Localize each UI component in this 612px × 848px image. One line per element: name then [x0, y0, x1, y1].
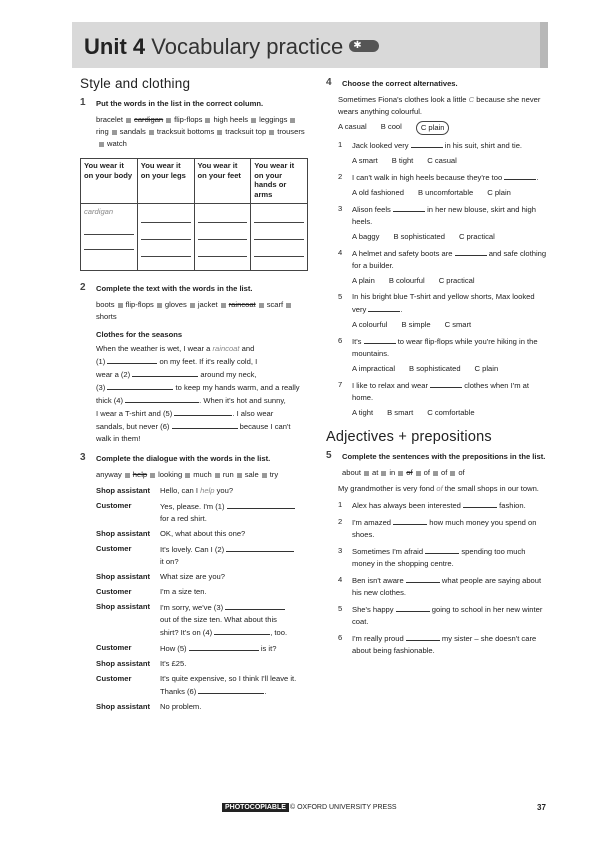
- question-item: 3 Sometimes I'm afraid spending too much money in the shopping centre.: [338, 546, 526, 568]
- answer-blank[interactable]: [225, 601, 285, 610]
- answer-blank[interactable]: [189, 642, 259, 651]
- answer-line[interactable]: [198, 227, 248, 240]
- word-list: [96, 299, 308, 323]
- question-item: 2 I'm amazed how much money you spend on shoes.: [338, 517, 537, 539]
- word-list-item: at: [372, 468, 379, 477]
- answer-blank[interactable]: [393, 516, 427, 525]
- dialogue-line: Shop assistant I'm sorry, we've (3) out of the size ten. What about this shirt? It's on (4) , too.: [96, 602, 288, 637]
- answer-option[interactable]: C practical: [458, 232, 495, 241]
- bullet-square: [381, 471, 386, 476]
- answer-blank[interactable]: [132, 368, 198, 377]
- left-column: [80, 78, 308, 716]
- dialogue-line: Customer How (5) is it?: [96, 643, 277, 653]
- answer-blank[interactable]: [364, 335, 396, 344]
- answer-blank[interactable]: [107, 355, 157, 364]
- word-list-item: tracksuit bottoms: [156, 127, 215, 136]
- answer-option[interactable]: B tight: [391, 156, 414, 165]
- answer-option[interactable]: B smart: [387, 408, 414, 417]
- star-icon: ✱: [349, 40, 379, 52]
- bullet-square: [118, 303, 123, 308]
- exercise-4-questions: [326, 139, 550, 419]
- table-header: You wear it on your feet: [194, 159, 251, 204]
- bullet-square: [126, 118, 131, 123]
- word-list-item: boots: [96, 300, 115, 309]
- question-item: 3 Alison feels in her new blouse, skirt and high heels.: [338, 204, 536, 226]
- answer-line[interactable]: [198, 210, 248, 223]
- word-list-item: raincoat: [228, 300, 256, 309]
- word-list-item: looking: [158, 470, 183, 479]
- word-list-item: flip-flops: [125, 300, 154, 309]
- answer-option[interactable]: A smart: [352, 156, 378, 165]
- answer-blank[interactable]: [504, 171, 536, 180]
- answer-options: [352, 407, 550, 419]
- exercise-5-questions: [326, 499, 550, 657]
- answer-blank[interactable]: [406, 574, 440, 583]
- answer-options: [352, 275, 550, 287]
- answer-blank[interactable]: [107, 381, 173, 390]
- answer-blank[interactable]: [172, 420, 238, 429]
- bullet-square: [112, 130, 117, 135]
- answer-line[interactable]: [141, 244, 191, 257]
- answer-blank[interactable]: [174, 407, 232, 416]
- bullet-square: [221, 303, 226, 308]
- example-sentence: Sometimes Fiona's clothes look a little C because she never wears anything colourful.: [338, 95, 541, 116]
- answer-options: [352, 319, 550, 331]
- dialogue-line: Customer I'm a size ten.: [96, 587, 207, 596]
- answer-option[interactable]: C smart: [444, 320, 472, 329]
- answer-blank[interactable]: [214, 626, 270, 635]
- bullet-square: [286, 303, 291, 308]
- table-cell[interactable]: [251, 204, 308, 271]
- example-sentence: My grandmother is very fond of the small shops in our town.: [338, 484, 539, 493]
- table-cell[interactable]: [137, 204, 194, 271]
- answer-line[interactable]: [84, 222, 134, 235]
- answer-line[interactable]: [198, 244, 248, 257]
- question-item: 7 I like to relax and wear clothes when I'm at home.: [338, 380, 529, 402]
- question-item: 6 I'm really proud my sister – she doesn't care about being fashionable.: [338, 633, 537, 655]
- right-column: [326, 78, 550, 657]
- word-list-item: flip-flops: [174, 115, 203, 124]
- answer-options: [352, 187, 550, 199]
- word-list-item: ring: [96, 127, 109, 136]
- question-item: 5 In his bright blue T-shirt and yellow shorts, Max looked very .: [338, 292, 535, 314]
- example-answer: cardigan: [84, 207, 114, 216]
- answer-blank[interactable]: [411, 139, 443, 148]
- word-list-item: sandals: [119, 127, 146, 136]
- word-list-item: leggings: [259, 115, 288, 124]
- answer-blank[interactable]: [227, 500, 295, 509]
- answer-option[interactable]: B sophisticated: [393, 232, 445, 241]
- answer-line[interactable]: [254, 227, 304, 240]
- answer-option[interactable]: A colourful: [352, 320, 388, 329]
- dialogue-line: Customer It's lovely. Can I (2) it on?: [96, 543, 308, 568]
- bullet-square: [450, 471, 455, 476]
- word-list: [96, 114, 308, 150]
- word-list-item: watch: [107, 139, 127, 148]
- word-list-item: anyway: [96, 470, 122, 479]
- bullet-square: [237, 473, 242, 478]
- question-item: 2 I can't walk in high heels because they're too .: [338, 172, 539, 182]
- answer-blank[interactable]: [455, 247, 487, 256]
- example-options: A casual B cool C plain: [338, 121, 550, 135]
- gap-text: When the weather is wet, I wear a raincoat and (1) on my feet. If it's really cold, I wear a (2) around my neck, (3) to keep my hands warm, and a really thick (4) . When it's hot and sunny, I wear a T-shirt and (5) . I also wear sandals, but never (6) because I can't walk in them!: [96, 344, 300, 443]
- bullet-square: [251, 118, 256, 123]
- bullet-square: [157, 303, 162, 308]
- answer-option[interactable]: B sophisticated: [409, 364, 461, 373]
- word-list-item: sale: [244, 470, 259, 479]
- table-header: You wear it on your legs: [137, 159, 194, 204]
- dialogue-line: Shop assistant What size are you?: [96, 572, 225, 581]
- bullet-square: [205, 118, 210, 123]
- bullet-square: [416, 471, 421, 476]
- bullet-square: [217, 130, 222, 135]
- answer-options: [352, 231, 550, 243]
- word-list-item: of: [458, 468, 465, 477]
- dialogue-line: Shop assistant No problem.: [96, 702, 202, 711]
- answer-option[interactable]: C comfortable: [427, 408, 475, 417]
- clothing-table: [80, 158, 308, 271]
- answer-blank[interactable]: [226, 543, 294, 552]
- dialogue: [96, 485, 308, 713]
- table-header: You wear it on your hands or arms: [251, 159, 308, 204]
- answer-option[interactable]: A baggy: [352, 232, 380, 241]
- bullet-square: [398, 471, 403, 476]
- bullet-square: [433, 471, 438, 476]
- word-list: [96, 469, 308, 481]
- word-list-item: high heels: [213, 115, 249, 124]
- answer-blank[interactable]: [198, 685, 264, 694]
- bullet-square: [185, 473, 190, 478]
- answer-blank[interactable]: [396, 603, 430, 612]
- word-list-item: of: [423, 468, 430, 477]
- answer-blank[interactable]: [368, 303, 400, 312]
- answer-blank[interactable]: [430, 379, 462, 388]
- dialogue-line: Shop assistant Hello, can I help you?: [96, 486, 234, 495]
- header-corner: [540, 22, 548, 68]
- exercise-4-instruction: 4 Choose the correct alternatives.: [326, 77, 458, 88]
- table-cell[interactable]: [81, 204, 138, 271]
- word-list-item: about: [342, 468, 362, 477]
- answer-option[interactable]: C plain: [487, 188, 511, 197]
- exercise-2-instruction: 2 Complete the text with the words in the list.: [80, 282, 253, 293]
- page-number: 37: [537, 803, 546, 812]
- dialogue-line: Shop assistant It's £25.: [96, 659, 187, 668]
- word-list-item: in: [389, 468, 396, 477]
- bullet-square: [150, 473, 155, 478]
- answer-option[interactable]: A old fashioned: [352, 188, 404, 197]
- exercise-1-instruction: 1 Put the words in the list in the correct column.: [80, 97, 264, 108]
- bullet-square: [149, 130, 154, 135]
- word-list-item: jacket: [197, 300, 218, 309]
- word-list-item: bracelet: [96, 115, 124, 124]
- bullet-square: [269, 130, 274, 135]
- publisher: © OXFORD UNIVERSITY PRESS: [290, 804, 397, 811]
- answer-line[interactable]: [141, 227, 191, 240]
- question-item: 5 She's happy going to school in her new winter coat.: [338, 604, 543, 626]
- answer-blank[interactable]: [125, 394, 199, 403]
- answer-line[interactable]: [84, 237, 134, 250]
- question-item: 1 Jack looked very in his suit, shirt and tie.: [338, 140, 523, 150]
- bullet-square: [125, 473, 130, 478]
- answer-blank[interactable]: [425, 545, 459, 554]
- page-title: Unit 4 Vocabulary practice ✱: [84, 34, 379, 60]
- section-title-adjectives: Adjectives + prepositions: [326, 429, 492, 445]
- word-list-item: try: [269, 470, 279, 479]
- answer-line[interactable]: [254, 244, 304, 257]
- exercise-5-instruction: 5 Complete the sentences with the prepositions in the list.: [326, 450, 546, 461]
- bullet-square: [262, 473, 267, 478]
- bullet-square: [99, 142, 104, 147]
- word-list-item: much: [193, 470, 212, 479]
- answer-option[interactable]: A tight: [352, 408, 374, 417]
- word-list-item: shorts: [96, 312, 117, 321]
- bullet-square: [290, 118, 295, 123]
- answer-blank[interactable]: [406, 632, 440, 641]
- word-list-item: of: [406, 468, 413, 477]
- bullet-square: [215, 473, 220, 478]
- word-list-item: trousers: [277, 127, 305, 136]
- dialogue-line: Customer It's quite expensive, so I think I'll leave it. Thanks (6) .: [96, 674, 297, 696]
- word-list-item: cardigan: [134, 115, 164, 124]
- unit-header: [0, 22, 612, 68]
- answer-line[interactable]: [141, 210, 191, 223]
- bullet-square: [259, 303, 264, 308]
- table-header: You wear it on your body: [81, 159, 138, 204]
- text-subtitle: Clothes for the seasons: [96, 330, 183, 339]
- answer-option[interactable]: B simple: [401, 320, 431, 329]
- answer-option[interactable]: C casual: [427, 156, 457, 165]
- word-list-item: of: [440, 468, 448, 477]
- answer-line[interactable]: [254, 210, 304, 223]
- question-item: 6 It's to wear flip-flops while you're hiking in the mountains.: [338, 336, 538, 358]
- section-title-style: Style and clothing: [80, 76, 191, 91]
- answer-blank[interactable]: [463, 499, 497, 508]
- dialogue-line: Customer Yes, please. I'm (1) for a red shirt.: [96, 500, 308, 525]
- bullet-square: [166, 118, 171, 123]
- answer-option[interactable]: C practical: [438, 276, 475, 285]
- question-item: 1 Alex has always been interested fashion.: [338, 500, 526, 510]
- answer-option[interactable]: C plain: [474, 364, 499, 373]
- word-list: [342, 467, 550, 479]
- word-list-item: run: [222, 470, 234, 479]
- bullet-square: [364, 471, 369, 476]
- answer-option[interactable]: B uncomfortable: [417, 188, 474, 197]
- answer-option[interactable]: B colourful: [388, 276, 425, 285]
- answer-options: [352, 363, 550, 375]
- photocopiable-badge: PHOTOCOPIABLE: [222, 803, 289, 812]
- bullet-square: [190, 303, 195, 308]
- word-list-item: gloves: [164, 300, 187, 309]
- word-list-item: help: [132, 470, 148, 479]
- table-cell[interactable]: [194, 204, 251, 271]
- answer-option[interactable]: A impractical: [352, 364, 396, 373]
- exercise-3-instruction: 3 Complete the dialogue with the words in the list.: [80, 452, 271, 463]
- circled-answer: C plain: [416, 121, 450, 135]
- question-item: 4 Ben isn't aware what people are saying about his new clothes.: [338, 575, 542, 597]
- question-item: 4 A helmet and safety boots are and safe clothing for a builder.: [338, 248, 547, 270]
- answer-options: [352, 155, 550, 167]
- answer-blank[interactable]: [393, 203, 425, 212]
- dialogue-line: Shop assistant OK, what about this one?: [96, 529, 246, 538]
- word-list-item: tracksuit top: [225, 127, 267, 136]
- answer-option[interactable]: A plain: [352, 276, 375, 285]
- word-list-item: scarf: [266, 300, 284, 309]
